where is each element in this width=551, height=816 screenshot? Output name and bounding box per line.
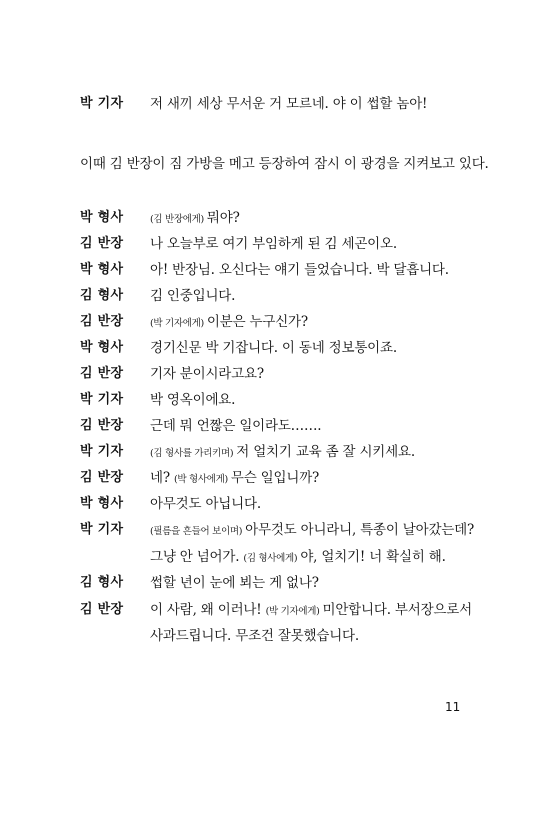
dialogue-line (0, 440, 551, 464)
speech-text: 기자 분이시라고요? (150, 366, 264, 382)
speech-text: 김 인중입니다. (150, 288, 236, 304)
speaker-name: 박 기자 (80, 522, 124, 537)
speech (150, 598, 472, 624)
dialogue-line (0, 258, 551, 282)
speech-text: 그냥 안 넘어가. (150, 549, 240, 565)
dialogue-line (0, 206, 551, 230)
speech-text: 박 영옥이에요. (150, 392, 236, 408)
speaker-name: 김 형사 (80, 575, 124, 590)
speech (150, 492, 261, 516)
dialogue-line (0, 362, 551, 386)
speech-text: 썹할 년이 눈에 뵈는 게 없나? (150, 575, 319, 591)
speech-text: 야, 얼치기! 너 확실히 해. (300, 549, 446, 565)
parenthetical-direction: (박 기자에게) (150, 318, 204, 329)
speaker-name: 박 형사 (80, 262, 124, 277)
parenthetical-direction: (박 기자에게) (265, 606, 320, 617)
speaker-name: 박 형사 (80, 496, 124, 511)
speech (150, 518, 474, 544)
dialogue-line (0, 545, 551, 569)
speaker-name: 김 반장 (80, 470, 124, 485)
speech-text: 이분은 누구신가? (206, 314, 308, 330)
dialogue-line (0, 232, 551, 256)
speech (150, 284, 235, 308)
speaker-name: 박 형사 (80, 340, 124, 355)
dialogue-line (0, 598, 551, 622)
parenthetical-direction: (김 형사에게) (243, 553, 298, 564)
speech (150, 92, 427, 116)
speech (150, 258, 449, 282)
speech (150, 362, 264, 386)
speech-text: 근데 뭐 언짢은 일이라도……. (150, 418, 322, 434)
speech-text: 뭐야? (206, 210, 240, 226)
speaker-name: 박 기자 (80, 444, 124, 459)
speech (150, 545, 446, 571)
speaker-name: 박 기자 (80, 96, 124, 111)
speaker-name: 박 기자 (80, 392, 124, 407)
speech-text: 나 오늘부로 여기 부임하게 된 김 세곤이오. (150, 236, 397, 252)
speaker-name: 김 반장 (80, 602, 124, 617)
dialogue-line (0, 492, 551, 516)
speech-text: 무슨 일입니까? (230, 470, 320, 486)
speaker-name: 김 반장 (80, 418, 124, 433)
dialogue-line (0, 466, 551, 490)
dialogue-line (0, 284, 551, 308)
speaker-name: 김 형사 (80, 288, 124, 303)
parenthetical-direction: (김 반장에게) (150, 214, 204, 225)
speech-text: 저 새끼 세상 무서운 거 모르네. 야 이 썹할 놈아! (150, 96, 428, 112)
dialogue-line (0, 310, 551, 334)
dialogue-line (0, 571, 551, 595)
speech (150, 414, 321, 438)
speech (150, 310, 308, 336)
speech-text: 아무것도 아닙니다. (150, 496, 261, 512)
page-number: 11 (445, 700, 461, 714)
speech-text: 경기신문 박 기잡니다. 이 동네 정보통이죠. (150, 340, 397, 356)
parenthetical-direction: (김 형사를 가리키며) (150, 448, 234, 459)
speech-text: 아무것도 아니라니, 특종이 날아갔는데? (245, 522, 475, 538)
parenthetical-direction: (박 형사에게) (173, 474, 228, 485)
speech (150, 232, 397, 256)
speech (150, 466, 319, 492)
speaker-name: 김 반장 (80, 314, 124, 329)
stage-direction-line (0, 152, 551, 176)
speech-text: 아! 반장님. 오신다는 얘기 들었습니다. 박 달흡니다. (150, 262, 449, 278)
speech-text: 이 사람, 왜 이러나! (150, 602, 262, 618)
speech (150, 388, 235, 412)
speech (150, 440, 415, 466)
dialogue-line (0, 336, 551, 360)
speech-text: 미안합니다. 부서장으로서 (322, 602, 472, 618)
dialogue-line (0, 414, 551, 438)
dialogue-line (0, 518, 551, 542)
speech (150, 571, 319, 595)
speaker-name: 박 형사 (80, 210, 124, 225)
dialogue-line (0, 388, 551, 412)
parenthetical-direction: (필름을 흔들어 보이며) (150, 526, 243, 537)
speaker-name: 김 반장 (80, 366, 124, 381)
speech (150, 206, 240, 232)
speech (150, 624, 359, 648)
dialogue-line (0, 624, 551, 648)
speech-text: 저 얼치기 교육 좀 잘 시키세요. (236, 444, 415, 460)
dialogue-line (0, 92, 551, 116)
speech (150, 336, 397, 360)
speech-text: 사과드립니다. 무조건 잘못했습니다. (150, 628, 359, 644)
speaker-name: 김 반장 (80, 236, 124, 251)
narration-text: 이때 김 반장이 짐 가방을 메고 등장하여 잠시 이 광경을 지켜보고 있다. (80, 156, 489, 172)
speech-text: 네? (150, 470, 170, 486)
